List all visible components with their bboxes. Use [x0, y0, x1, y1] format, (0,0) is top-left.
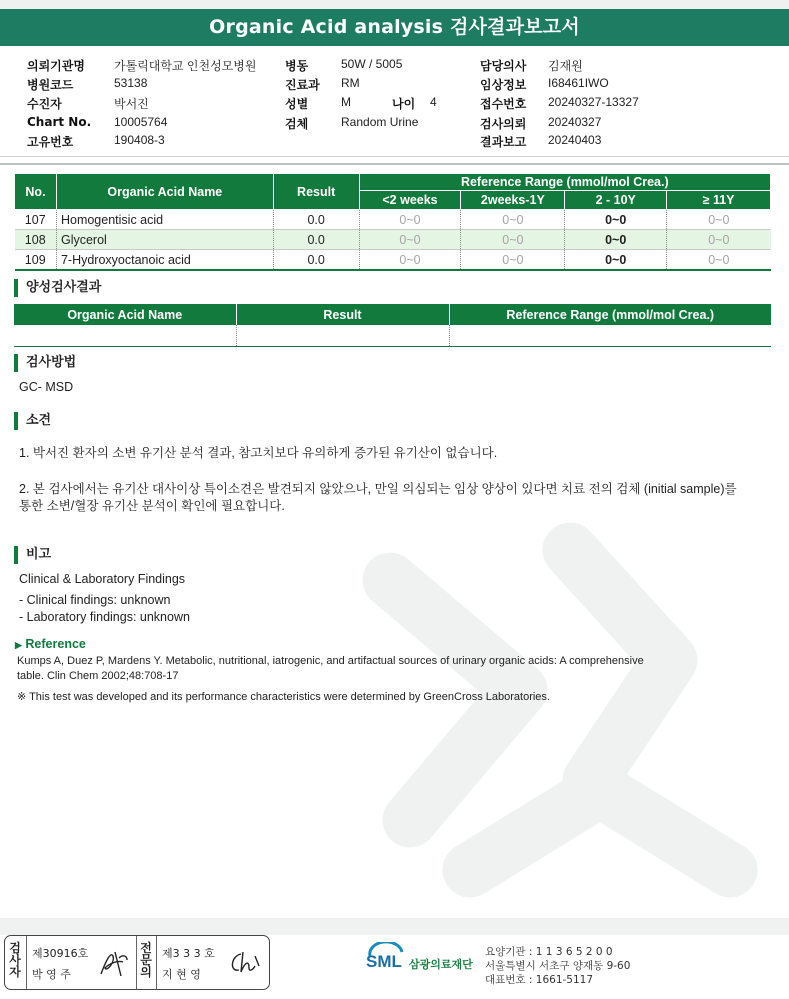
org-address: 서울특별시 서초구 양재동 9-60: [485, 960, 631, 972]
row-result: 0.0: [273, 210, 359, 230]
row-range-4: 0~0: [667, 230, 771, 250]
info-department: 진료과 RM: [285, 76, 360, 92]
info-patient-name: 수진자 박서진: [27, 97, 149, 111]
header-reference: Reference Range (mmol/mol Crea.): [359, 174, 770, 191]
reference-title: Reference: [25, 637, 86, 651]
table-row: [15, 210, 771, 230]
table-row: [15, 250, 771, 271]
row-result: 0.0: [273, 230, 359, 250]
header-name: Organic Acid Name: [56, 174, 273, 210]
finding-line-2b: 통한 소변/혈장 유기산 분석이 확인에 필요합니다.: [19, 499, 285, 513]
remarks-clinical: - Clinical findings: unknown: [19, 593, 171, 607]
signature-box: [4, 935, 270, 990]
info-receipt-no: 접수번호 20240327-13327: [480, 95, 639, 111]
examiner-signature: [97, 948, 131, 980]
row-result: 0.0: [273, 250, 359, 271]
results-table: [14, 173, 771, 271]
header-range-4: ≥ 11Y: [667, 191, 771, 210]
remarks-section-title: 비고: [14, 546, 51, 564]
positive-header-result: Result: [236, 304, 449, 325]
reference-citation-2: table. Clin Chem 2002;48:708-17: [17, 670, 179, 682]
row-range-3: 0~0: [565, 230, 667, 250]
info-chart-no: Chart No. 10005764: [27, 115, 168, 129]
table-row: [15, 230, 771, 250]
examiner-label: 검 사 자: [9, 941, 21, 979]
row-range-2: 0~0: [461, 250, 565, 271]
reference-disclaimer: ※ This test was developed and its performance characteristics were determined by GreenCross Laboratories.: [17, 691, 550, 703]
specialist-license: 제3 3 3 호: [162, 947, 215, 960]
specialist-signature: [227, 948, 263, 978]
info-hospital-code: 병원코드 53138: [27, 76, 148, 92]
watermark-logo: [270, 490, 789, 920]
findings-section-title: 소견: [14, 412, 51, 430]
info-age: 나이 4: [392, 95, 437, 111]
header-range-2: 2weeks-1Y: [461, 191, 565, 210]
method-text: GC- MSD: [19, 380, 74, 394]
info-clinical: 임상정보 I68461IWO: [480, 76, 609, 92]
row-no: 108: [15, 230, 57, 250]
row-range-4: 0~0: [667, 210, 771, 230]
finding-line-1: 1. 박서진 환자의 소변 유기산 분석 결과, 참고치보다 유의하게 증가된 유기산이 없습니다.: [19, 446, 498, 460]
info-specimen: 검체 Random Urine: [285, 115, 419, 131]
sig-divider: [136, 936, 137, 989]
info-unique-no: 고유번호 190408-3: [27, 133, 165, 149]
row-no: 109: [15, 250, 57, 271]
footer-band: [0, 918, 789, 935]
triangle-icon: ▶: [15, 640, 22, 650]
header-range-1: <2 weeks: [359, 191, 461, 210]
row-name: Glycerol: [56, 230, 273, 250]
info-institution: 의뢰기관명 가톨릭대학교 인천성모병원: [27, 59, 257, 73]
examiner-license: 제30916호: [32, 947, 89, 960]
row-range-3: 0~0: [565, 250, 667, 271]
remarks-laboratory: - Laboratory findings: unknown: [19, 610, 190, 624]
row-range-4: 0~0: [667, 250, 771, 271]
examiner-name: 박 영 주: [32, 968, 71, 981]
info-ward: 병동 50W / 5005: [285, 57, 403, 73]
positive-section-title: 양성검사결과: [14, 279, 101, 297]
row-name: 7-Hydroxyoctanoic acid: [56, 250, 273, 271]
reference-heading: [15, 637, 86, 651]
header-range-3: 2 - 10Y: [565, 191, 667, 210]
row-range-1: 0~0: [359, 250, 461, 271]
org-phone: 대표번호 : 1661-5117: [485, 974, 594, 986]
positive-header-name: Organic Acid Name: [14, 304, 236, 325]
row-range-1: 0~0: [359, 210, 461, 230]
info-request-date: 검사의뢰 20240327: [480, 115, 602, 131]
row-no: 107: [15, 210, 57, 230]
sig-divider: [156, 936, 157, 989]
specialist-name: 지 현 영: [162, 968, 201, 981]
remarks-heading: Clinical & Laboratory Findings: [19, 572, 186, 586]
header-result: Result: [273, 174, 359, 210]
finding-line-2a: 2. 본 검사에서는 유기산 대사이상 특이소견은 발견되지 않았으나, 만일 의심되는 임상 양상이 있다면 치료 전의 검체 (initial sample)를: [19, 482, 737, 496]
row-range-3: 0~0: [565, 210, 667, 230]
reference-citation-1: Kumps A, Duez P, Mardens Y. Metabolic, nutritional, iatrogenic, and artifactual sources of urinary organic acids: A comprehensive: [17, 655, 644, 667]
info-sex: 성별 M: [285, 95, 351, 111]
row-name: Homogentisic acid: [56, 210, 273, 230]
positive-results-table: [14, 304, 771, 347]
table-row: [14, 325, 771, 347]
header-no: No.: [15, 174, 57, 210]
row-range-1: 0~0: [359, 230, 461, 250]
info-report-date: 결과보고 20240403: [480, 133, 602, 149]
org-code: 요양기관 : 1 1 3 6 5 2 0 0: [485, 946, 613, 958]
info-doctor: 담당의사 김재원: [480, 59, 583, 73]
info-divider: [0, 156, 789, 157]
row-range-2: 0~0: [461, 210, 565, 230]
specialist-label: 전 문 의: [140, 941, 152, 979]
sig-divider: [26, 936, 27, 989]
positive-header-reference: Reference Range (mmol/mol Crea.): [449, 304, 771, 325]
row-range-2: 0~0: [461, 230, 565, 250]
info-divider-2: [0, 163, 789, 165]
top-strip: [0, 0, 789, 9]
method-section-title: 검사방법: [14, 354, 76, 372]
report-title: Organic Acid analysis 검사결과보고서: [0, 9, 789, 46]
